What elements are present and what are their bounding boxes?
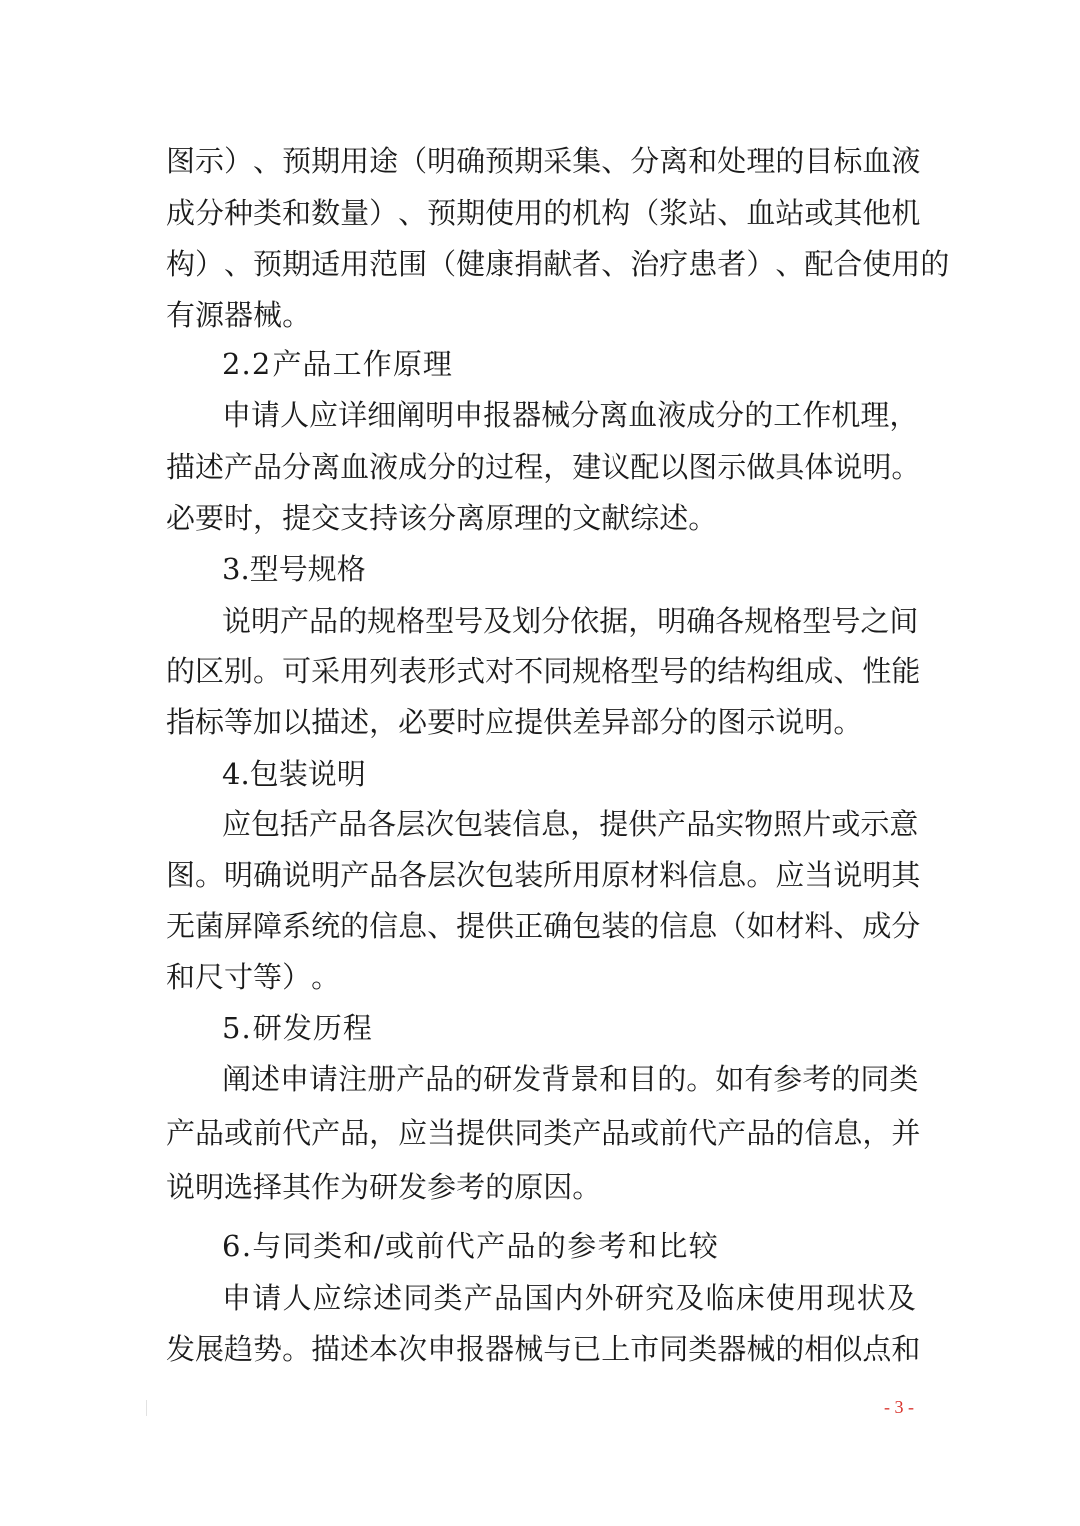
section-heading: 5 . 研 发 历 程 (222, 1011, 372, 1045)
text-line: 有 源 器 械 。 (166, 298, 312, 332)
margin-mark (146, 1400, 147, 1416)
text-line: 成 分 种 类 和 数 量 ） 、 预 期 使 用 的 机 构 （ 浆 站 、 血 站 或 其 他 机 (166, 196, 921, 230)
text-line: 应 包 括 产 品 各 层 次 包 装 信 息 ， 提 供 产 品 实 物 照 片 或 示 意 (222, 807, 919, 841)
text-line: 图 。 明 确 说 明 产 品 各 层 次 包 装 所 用 原 材 料 信 息 。 应 当 说 明 其 (166, 858, 921, 892)
text-line: 申 请 人 应 综 述 同 类 产 品 国 内 外 研 究 及 临 床 使 用 现 状 及 (222, 1281, 916, 1315)
text-line: 指 标 等 加 以 描 述 ， 必 要 时 应 提 供 差 异 部 分 的 图 示 说 明 。 (166, 705, 863, 739)
section-heading: 2 . 2 产 品 工 作 原 理 (222, 347, 452, 381)
text-line: 说 明 产 品 的 规 格 型 号 及 划 分 依 据 ， 明 确 各 规 格 型 号 之 间 (222, 604, 919, 638)
text-line: 无 菌 屏 障 系 统 的 信 息 、 提 供 正 确 包 装 的 信 息 （ 如 材 料 、 成 分 (166, 909, 921, 943)
section-heading: 3 . 型 号 规 格 (222, 552, 366, 586)
text-line: 说 明 选 择 其 作 为 研 发 参 考 的 原 因 。 (166, 1170, 602, 1204)
text-line: 图 示 ） 、 预 期 用 途 （ 明 确 预 期 采 集 、 分 离 和 处 理 的 目 标 血 液 (166, 144, 921, 178)
text-line: 描 述 产 品 分 离 血 液 成 分 的 过 程 ， 建 议 配 以 图 示 做 具 体 说 明 。 (166, 450, 921, 484)
text-line: 的 区 别 。 可 采 用 列 表 形 式 对 不 同 规 格 型 号 的 结 构 组 成 、 性 能 (166, 654, 921, 688)
section-heading: 4 . 包 装 说 明 (222, 757, 366, 791)
text-line: 发 展 趋 势 。 描 述 本 次 申 报 器 械 与 已 上 市 同 类 器 械 的 相 似 点 和 (166, 1332, 921, 1366)
text-line: 申 请 人 应 详 细 阐 明 申 报 器 械 分 离 血 液 成 分 的 工 作 机 理 ， (222, 398, 919, 432)
text-line: 构 ） 、 预 期 适 用 范 围 （ 健 康 捐 献 者 、 治 疗 患 者 ） 、 配 合 使 用 的 (166, 247, 950, 281)
section-heading: 6 . 与 同 类 和 / 或 前 代 产 品 的 参 考 和 比 较 (222, 1229, 718, 1263)
page-number: - 3 - (884, 1397, 914, 1417)
text-line: 和 尺 寸 等 ） 。 (166, 960, 341, 994)
text-line: 阐 述 申 请 注 册 产 品 的 研 发 背 景 和 目 的 。 如 有 参 考 的 同 类 (222, 1062, 919, 1096)
text-line: 必 要 时 ， 提 交 支 持 该 分 离 原 理 的 文 献 综 述 。 (166, 501, 718, 535)
text-line: 产 品 或 前 代 产 品 ， 应 当 提 供 同 类 产 品 或 前 代 产 品 的 信 息 ， 并 (166, 1116, 921, 1150)
